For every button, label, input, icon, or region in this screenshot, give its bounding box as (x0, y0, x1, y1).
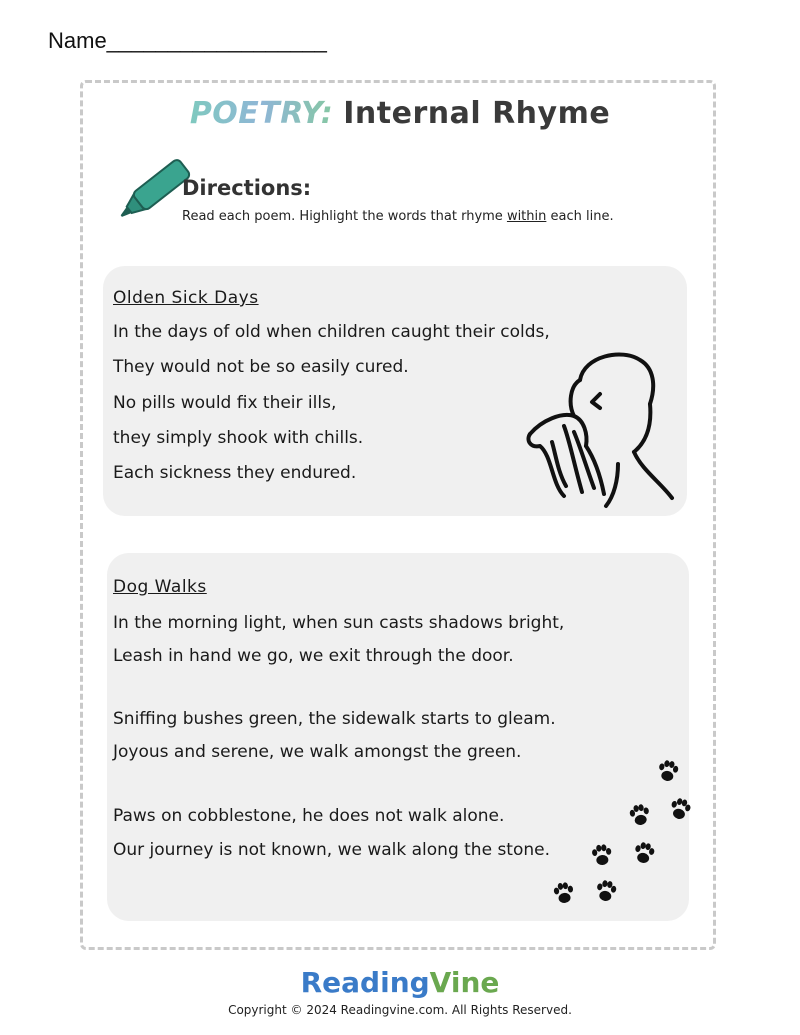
readingvine-logo: ReadingVine (300, 966, 500, 999)
poem-line: they simply shook with chills. (113, 428, 364, 448)
title-poetry: POETRY: (189, 96, 334, 131)
name-field[interactable]: Name__________________ (48, 28, 327, 53)
poem-line: In the morning light, when sun casts shadows bright, (113, 613, 565, 633)
copyright-text: Copyright © 2024 Readingvine.com. All Rights Reserved. (228, 1003, 572, 1017)
title-internal-rhyme: Internal Rhyme (343, 96, 611, 131)
sneezing-person-icon (522, 346, 678, 510)
page-title (0, 96, 800, 131)
poem-line: Leash in hand we go, we exit through the door. (113, 646, 514, 666)
directions-heading: Directions: (182, 176, 312, 200)
poem-line: Paws on cobblestone, he does not walk alone. (113, 806, 505, 826)
poem-line: Sniffing bushes green, the sidewalk starts to gleam. (113, 709, 556, 729)
poem-line: No pills would fix their ills, (113, 393, 337, 413)
poem-line: They would not be so easily cured. (113, 357, 409, 377)
paw-prints-icon (548, 758, 698, 920)
poem-line: Each sickness they endured. (113, 463, 357, 483)
poem-title-dog-walks: Dog Walks (113, 577, 207, 597)
directions-text: Read each poem. Highlight the words that rhyme within each line. (182, 209, 614, 224)
poem-line: Joyous and serene, we walk amongst the green. (113, 742, 522, 762)
poem-line: In the days of old when children caught their colds, (113, 322, 550, 342)
poem-title-olden-sick-days: Olden Sick Days (113, 288, 259, 308)
poem-line: Our journey is not known, we walk along the stone. (113, 840, 551, 860)
